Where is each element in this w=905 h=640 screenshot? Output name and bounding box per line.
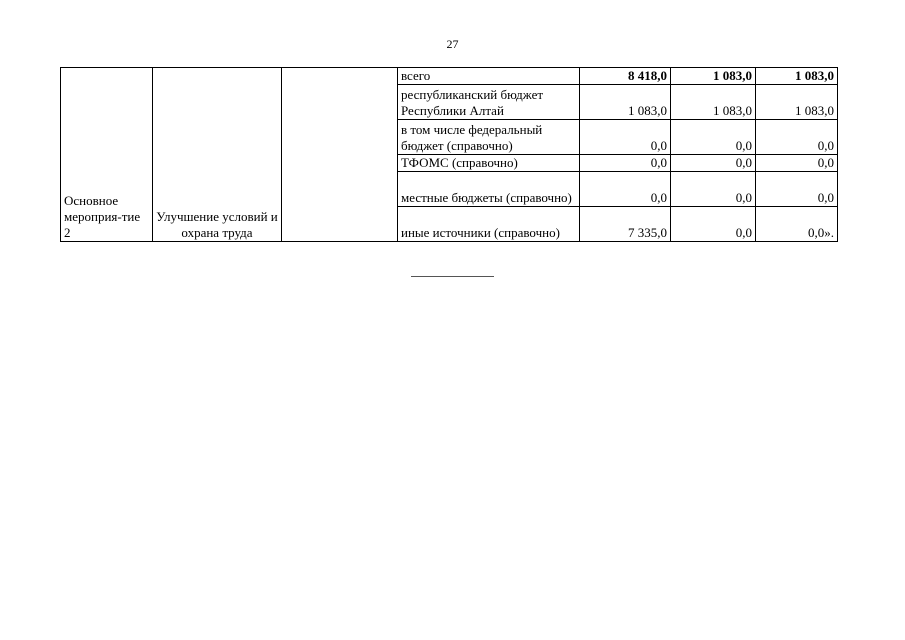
value-cell: 0,0 <box>580 120 671 155</box>
value-cell: 1 083,0 <box>756 68 838 85</box>
page-number: 27 <box>446 37 459 51</box>
value-cell: 7 335,0 <box>580 207 671 242</box>
value-cell: 1 083,0 <box>756 85 838 120</box>
value-cell: 0,0 <box>580 172 671 207</box>
empty-cell <box>282 68 398 242</box>
budget-table <box>60 67 838 242</box>
source-cell: ТФОМС (справочно) <box>398 155 580 172</box>
source-cell: иные источники (справочно) <box>398 207 580 242</box>
measure-title-cell: Улучшение условий и охрана труда <box>153 68 282 242</box>
table-row <box>61 68 838 85</box>
value-cell: 1 083,0 <box>671 85 756 120</box>
value-cell: 0,0». <box>756 207 838 242</box>
value-cell: 0,0 <box>671 172 756 207</box>
value-cell: 8 418,0 <box>580 68 671 85</box>
value-cell: 0,0 <box>756 120 838 155</box>
value-cell: 0,0 <box>671 155 756 172</box>
value-cell: 0,0 <box>756 155 838 172</box>
value-cell: 0,0 <box>756 172 838 207</box>
value-cell: 1 083,0 <box>671 68 756 85</box>
value-cell: 0,0 <box>671 207 756 242</box>
source-cell: местные бюджеты (справочно) <box>398 172 580 207</box>
source-cell: в том числе федеральный бюджет (справочно) <box>398 120 580 155</box>
source-cell: республиканский бюджет Республики Алтай <box>398 85 580 120</box>
end-divider <box>411 276 494 277</box>
measure-cell: Основное мероприя-тие 2 <box>61 68 153 242</box>
value-cell: 1 083,0 <box>580 85 671 120</box>
source-cell: всего <box>398 68 580 85</box>
value-cell: 0,0 <box>671 120 756 155</box>
value-cell: 0,0 <box>580 155 671 172</box>
